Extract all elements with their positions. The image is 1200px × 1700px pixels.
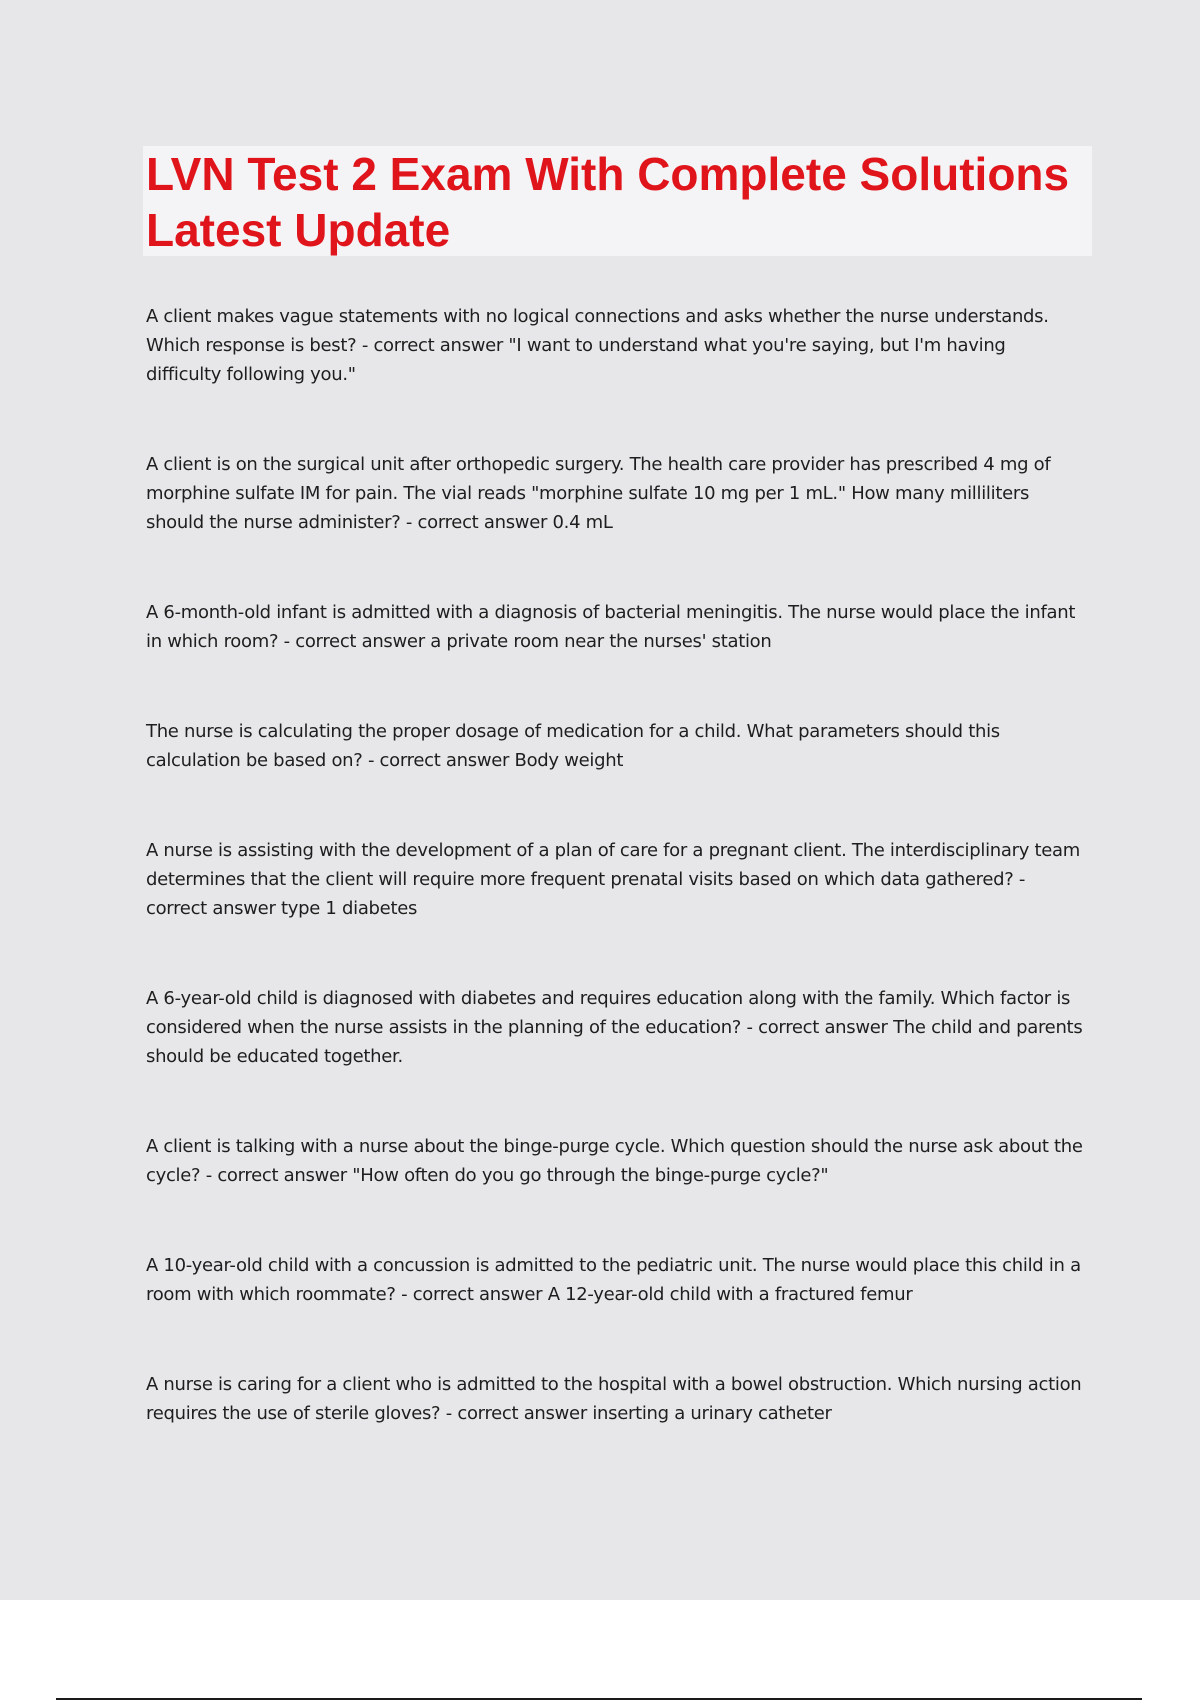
question-answer-list xyxy=(146,302,1086,1428)
qa-item-9: A nurse is caring for a client who is admitted to the hospital with a bowel obstruction. Which nursing action requires the use of sterile gloves? - correct answer inserting a urinary catheter xyxy=(146,1374,1082,1424)
document-title: LVN Test 2 Exam With Complete Solutions Latest Update xyxy=(146,148,1070,256)
qa-item-7: A client is talking with a nurse about the binge-purge cycle. Which question should the nurse ask about the cycle? - correct answer "How often do you go through the binge-purge cycle?" xyxy=(146,1136,1083,1186)
qa-item-8: A 10-year-old child with a concussion is admitted to the pediatric unit. The nurse would place this child in a room with which roommate? - correct answer A 12-year-old child with a fractured femur xyxy=(146,1255,1081,1305)
qa-item-3: A 6-month-old infant is admitted with a diagnosis of bacterial meningitis. The nurse would place the infant in which room? - correct answer a private room near the nurses' station xyxy=(146,602,1076,652)
qa-item-1: A client makes vague statements with no logical connections and asks whether the nurse understands. Which response is best? - correct answer "I want to understand what you're saying, but I'm having difficulty following you." xyxy=(146,306,1049,385)
qa-item-6: A 6-year-old child is diagnosed with diabetes and requires education along with the family. Which factor is considered when the nurse assists in the planning of the education? - correct answer The child and parents should be educated together. xyxy=(146,988,1083,1067)
qa-item-4: The nurse is calculating the proper dosage of medication for a child. What parameters should this calculation be based on? - correct answer Body weight xyxy=(146,721,1000,771)
qa-item-2: A client is on the surgical unit after orthopedic surgery. The health care provider has prescribed 4 mg of morphine sulfate IM for pain. The vial reads "morphine sulfate 10 mg per 1 mL." How many milliliters should the nurse administer? - correct answer 0.4 mL xyxy=(146,454,1051,533)
qa-item-5: A nurse is assisting with the development of a plan of care for a pregnant client. The interdisciplinary team determines that the client will require more frequent prenatal visits based on which data gathered? - correct answer type 1 diabetes xyxy=(146,840,1080,919)
